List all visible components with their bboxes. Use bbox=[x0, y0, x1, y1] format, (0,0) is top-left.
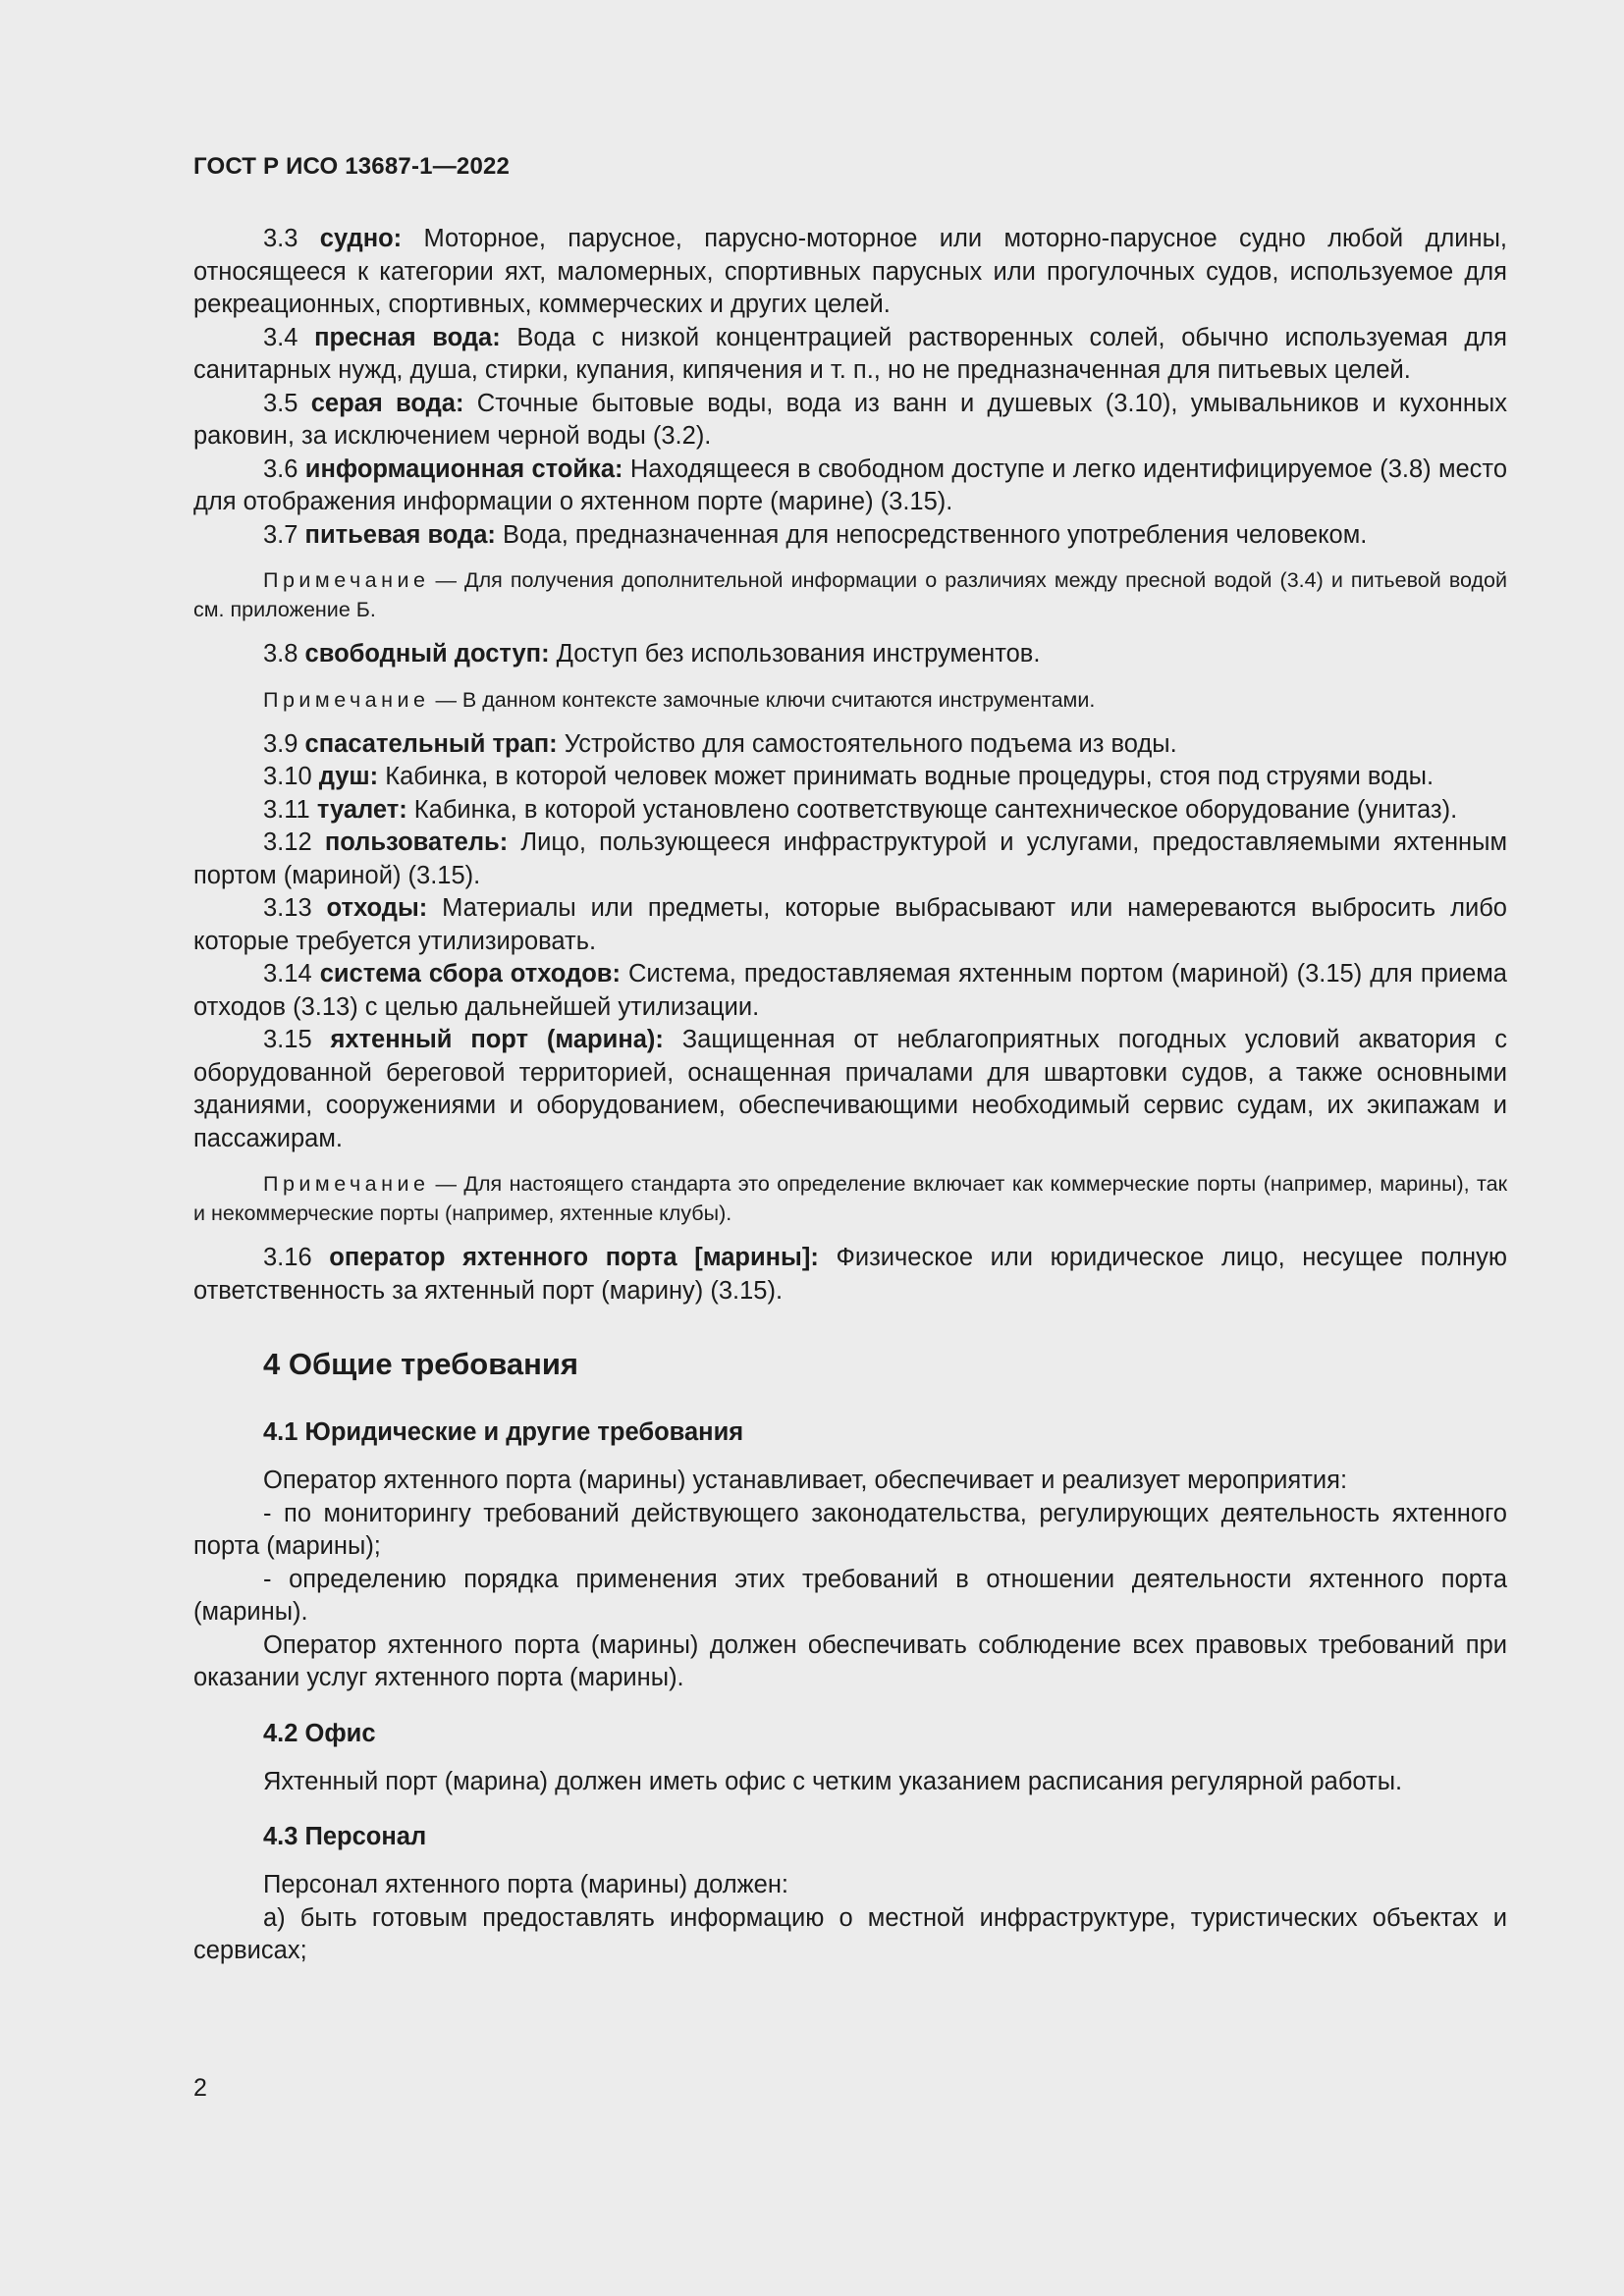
definition-3-4 bbox=[193, 322, 1507, 388]
paragraph: - определению порядка применения этих требований в отношении деятельности яхтенного порта (марины). bbox=[193, 1565, 1507, 1626]
def-term: система сбора отходов: bbox=[319, 960, 621, 988]
note-text: — Для настоящего стандарта это определение включает как коммерческие порты (например, марины), так и некоммерческие порты (например, яхтенные клубы). bbox=[193, 1172, 1507, 1225]
definition-3-7 bbox=[193, 519, 1507, 553]
def-number: 3.3 bbox=[263, 225, 298, 252]
definition-3-11 bbox=[193, 794, 1507, 828]
note-text: — Для получения дополнительной информации о различиях между пресной водой (3.4) и питьевой водой см. приложение Б. bbox=[193, 568, 1507, 621]
def-text: Система, предоставляемая яхтенным портом (мариной) (3.15) для приема отходов (3.13) с целью дальнейшей утилизации. bbox=[193, 960, 1507, 1021]
def-number: 3.9 bbox=[263, 729, 298, 758]
def-text: Устройство для самостоятельного подъема из воды. bbox=[564, 729, 1177, 758]
definition-3-10 bbox=[193, 761, 1507, 794]
def-term: спасательный трап: bbox=[304, 729, 558, 758]
def-number: 3.13 bbox=[263, 894, 312, 922]
paragraph: а) быть готовым предоставлять информацию о местной инфраструктуре, туристических объектах и сервисах; bbox=[193, 1903, 1507, 1964]
def-term: судно: bbox=[319, 225, 403, 252]
def-term: отходы: bbox=[326, 894, 428, 922]
section-4-2-heading: 4.2 Офис bbox=[263, 1719, 376, 1747]
def-term: пресная вода: bbox=[314, 323, 501, 351]
definition-3-6 bbox=[193, 454, 1507, 519]
def-term: оператор яхтенного порта [марины]: bbox=[329, 1244, 819, 1271]
def-number: 3.5 bbox=[263, 389, 298, 417]
def-term: душ: bbox=[318, 763, 379, 790]
section-4-heading: 4 Общие требования bbox=[263, 1347, 578, 1381]
definition-3-13 bbox=[193, 892, 1507, 958]
def-text: Физическое или юридическое лицо, несущее полную ответственность за яхтенный порт (марину) (3.15). bbox=[193, 1244, 1507, 1305]
def-term: информационная стойка: bbox=[304, 454, 623, 483]
standard-code-header: ГОСТ Р ИСО 13687-1—2022 bbox=[193, 153, 511, 180]
paragraph: Оператор яхтенного порта (марины) должен обеспечивать соблюдение всех правовых требований при оказании услуг яхтенного порта (марины). bbox=[193, 1630, 1507, 1691]
note-text: — В данном контексте замочные ключи считаются инструментами. bbox=[435, 687, 1096, 712]
def-number: 3.11 bbox=[263, 795, 310, 824]
page-content bbox=[193, 223, 1507, 1968]
def-term: свободный доступ: bbox=[304, 640, 550, 667]
def-text: Вода, предназначенная для непосредственного употребления человеком. bbox=[503, 520, 1368, 549]
section-4-3-heading: 4.3 Персонал bbox=[263, 1823, 427, 1850]
note-label: Примечание bbox=[263, 1172, 430, 1196]
def-term: яхтенный порт (марина): bbox=[330, 1026, 664, 1053]
def-number: 3.6 bbox=[263, 454, 298, 483]
note-3 bbox=[193, 1169, 1507, 1228]
def-number: 3.8 bbox=[263, 640, 298, 667]
def-number: 3.4 bbox=[263, 323, 298, 351]
def-text: Вода с низкой концентрацией растворенных солей, обычно используемая для санитарных нужд, душа, стирки, купания, кипячения и т. п., но не предназначенная для питьевых целей. bbox=[193, 323, 1507, 384]
def-number: 3.7 bbox=[263, 520, 298, 549]
note-label: Примечание bbox=[263, 568, 430, 592]
definition-3-14 bbox=[193, 958, 1507, 1024]
definition-3-12 bbox=[193, 827, 1507, 892]
def-text: Сточные бытовые воды, вода из ванн и душевых (3.10), умывальников и кухонных раковин, за исключением черной воды (3.2). bbox=[193, 389, 1508, 450]
definition-3-5 bbox=[193, 388, 1507, 454]
def-text: Находящееся в свободном доступе и легко идентифицируемое (3.8) место для отображения информации о яхтенном порте (марине) (3.15). bbox=[193, 454, 1508, 515]
def-number: 3.10 bbox=[263, 763, 312, 790]
def-text: Кабинка, в которой установлено соответствующе сантехническое оборудование (унитаз). bbox=[413, 795, 1458, 824]
def-term: пользователь: bbox=[324, 828, 509, 856]
definition-3-15 bbox=[193, 1024, 1507, 1155]
paragraph: - по мониторингу требований действующего законодательства, регулирующих деятельность яхтенного порта (марины); bbox=[193, 1499, 1507, 1560]
page-number: 2 bbox=[193, 2074, 207, 2102]
paragraph: Оператор яхтенного порта (марины) устанавливает, обеспечивает и реализует мероприятия: bbox=[263, 1467, 1348, 1494]
definition-3-3 bbox=[193, 223, 1507, 322]
note-2 bbox=[193, 685, 1507, 715]
definition-3-16 bbox=[193, 1242, 1507, 1308]
note-label: Примечание bbox=[263, 687, 430, 712]
def-number: 3.15 bbox=[263, 1026, 312, 1053]
def-text: Моторное, парусное, парусно-моторное или моторно-парусное судно любой длины, относящееся к категории яхт, маломерных, спортивных парусных или прогулочных судов, используемое для рекреационных, спортивных, коммерческих и других целей. bbox=[193, 225, 1507, 318]
def-number: 3.14 bbox=[263, 960, 312, 988]
def-term: туалет: bbox=[316, 795, 407, 824]
definition-3-9 bbox=[193, 728, 1507, 762]
def-term: питьевая вода: bbox=[304, 520, 496, 549]
paragraph: Яхтенный порт (марина) должен иметь офис с четким указанием расписания регулярной работы. bbox=[263, 1767, 1403, 1795]
def-text: Лицо, пользующееся инфраструктурой и услугами, предоставляемыми яхтенным портом (мариной) (3.15). bbox=[193, 828, 1507, 889]
note-1 bbox=[193, 565, 1507, 624]
section-4-1-heading: 4.1 Юридические и другие требования bbox=[263, 1418, 744, 1446]
paragraph: Персонал яхтенного порта (марины) должен: bbox=[263, 1871, 789, 1898]
def-text: Кабинка, в которой человек может принимать водные процедуры, стоя под струями воды. bbox=[385, 763, 1435, 790]
def-term: серая вода: bbox=[310, 389, 464, 417]
def-text: Доступ без использования инструментов. bbox=[556, 640, 1041, 667]
def-text: Материалы или предметы, которые выбрасывают или намереваются выбросить либо которые требуется утилизировать. bbox=[193, 894, 1507, 955]
def-text: Защищенная от неблагоприятных погодных условий акватория с оборудованной береговой территорией, оснащенная причалами для швартовки судов, а также основными зданиями, сооружениями и оборудованием, обеспечивающими необходимый сервис судам, их экипажам и пассажирам. bbox=[193, 1026, 1507, 1152]
def-number: 3.16 bbox=[263, 1244, 312, 1271]
definition-3-8 bbox=[193, 638, 1507, 671]
def-number: 3.12 bbox=[263, 828, 312, 856]
